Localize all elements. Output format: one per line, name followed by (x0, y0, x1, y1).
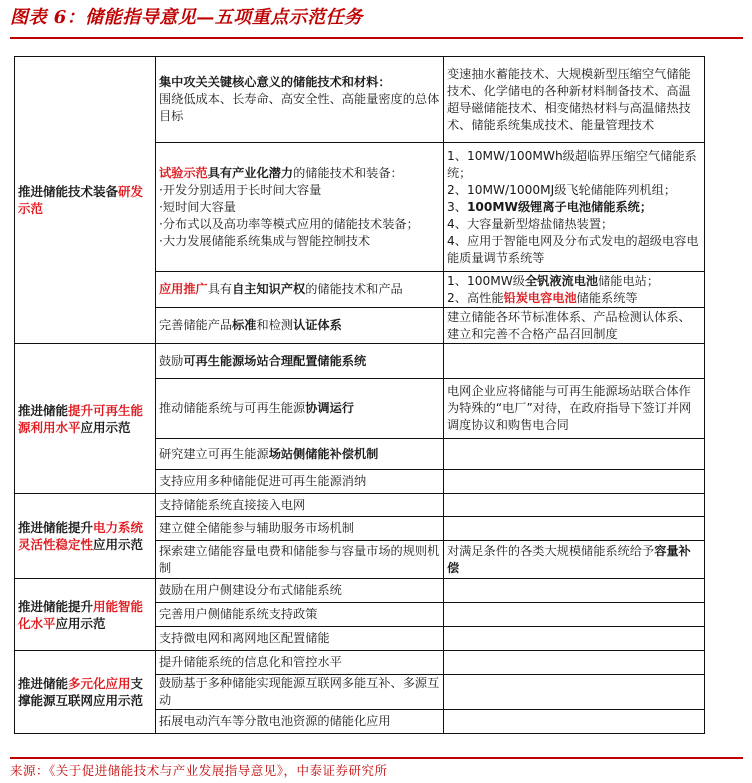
detail-cell: 变速抽水蓄能技术、大规模新型压缩空气储能技术、化学储电的各种新材料制备技术、高温超导磁储能技术、相变储热材料与高温储热技术、储能系统集成技术、能量管理技术 (444, 57, 705, 143)
category-cell: 推进储能多元化应用支撑能源互联网应用示范 (15, 651, 156, 734)
task-cell: 集中攻关关键核心意义的储能技术和材料： 围绕低成本、长寿命、高安全性、高能量密度的总体目标 (156, 57, 444, 143)
detail-cell (444, 651, 705, 675)
detail-cell (444, 470, 705, 494)
title-rule (10, 37, 743, 39)
task-cell: 鼓励可再生能源场站合理配置储能系统 (156, 344, 444, 379)
detail-cell (444, 494, 705, 517)
task-cell: 试验示范具有产业化潜力的储能技术和装备： ·开发分别适用于长时间大容量 ·短时间大容量 ·分布式以及高功率等模式应用的储能技术装备； ·大力发展储能系统集成与智能控制技术 (156, 143, 444, 272)
category-cell: 推进储能提升用能智能化水平应用示范 (15, 579, 156, 651)
detail-cell (444, 627, 705, 651)
detail-cell (444, 344, 705, 379)
detail-cell: 1、10MW/100MWh级超临界压缩空气储能系统； 2、10MW/1000MJ级飞轮储能阵列机组； 3、100MW级锂离子电池储能系统； 4、大容量新型熔盐储热装置； 4、应用于智能电网及分布式发电的超级电容电能质量调节系统等 (444, 143, 705, 272)
task-cell: 支持储能系统直接接入电网 (156, 494, 444, 517)
task-cell: 支持微电网和离网地区配置储能 (156, 627, 444, 651)
task-cell: 拓展电动汽车等分散电池资源的储能化应用 (156, 710, 444, 734)
table-row (15, 494, 705, 517)
task-cell: 鼓励在用户侧建设分布式储能系统 (156, 579, 444, 603)
figure-title: 图表 6：储能指导意见—五项重点示范任务 (10, 7, 363, 28)
task-cell: 研究建立可再生能源场站侧储能补偿机制 (156, 439, 444, 470)
task-cell: 应用推广具有自主知识产权的储能技术和产品 (156, 272, 444, 308)
table-row (15, 57, 705, 143)
category-cell: 推进储能提升电力系统灵活性稳定性应用示范 (15, 494, 156, 579)
detail-cell: 建立储能各环节标准体系、产品检测认体系、建立和完善不合格产品召回制度 (444, 308, 705, 344)
task-cell: 推动储能系统与可再生能源协调运行 (156, 379, 444, 439)
table-row (15, 579, 705, 603)
task-cell: 鼓励基于多种储能实现能源互联网多能互补、多源互动 (156, 675, 444, 710)
task-cell: 支持应用多种储能促进可再生能源消纳 (156, 470, 444, 494)
detail-cell (444, 439, 705, 470)
detail-cell: 1、100MW级全钒液流电池储能电站； 2、高性能铅炭电容电池储能系统等 (444, 272, 705, 308)
tasks-table (14, 56, 705, 734)
source-note: 来源：《关于促进储能技术与产业发展指导意见》，中泰证券研究所 (10, 763, 388, 778)
detail-cell: 对满足条件的各类大规模储能系统给予容量补偿 (444, 541, 705, 579)
task-cell: 提升储能系统的信息化和管控水平 (156, 651, 444, 675)
footer-rule (10, 757, 743, 759)
detail-cell (444, 710, 705, 734)
detail-cell (444, 675, 705, 710)
detail-cell (444, 579, 705, 603)
task-cell: 探索建立储能容量电费和储能参与容量市场的规则机制 (156, 541, 444, 579)
task-cell: 完善储能产品标准和检测认证体系 (156, 308, 444, 344)
table-row (15, 651, 705, 675)
detail-cell (444, 603, 705, 627)
task-cell: 完善用户侧储能系统支持政策 (156, 603, 444, 627)
table-row (15, 344, 705, 379)
detail-cell (444, 517, 705, 541)
category-cell: 推进储能技术装备研发示范 (15, 57, 156, 344)
category-cell: 推进储能提升可再生能源利用水平应用示范 (15, 344, 156, 494)
detail-cell: 电网企业应将储能与可再生能源场站联合体作为特殊的“电厂”对待，在政府指导下签订并网调度协议和购售电合同 (444, 379, 705, 439)
task-cell: 建立健全储能参与辅助服务市场机制 (156, 517, 444, 541)
